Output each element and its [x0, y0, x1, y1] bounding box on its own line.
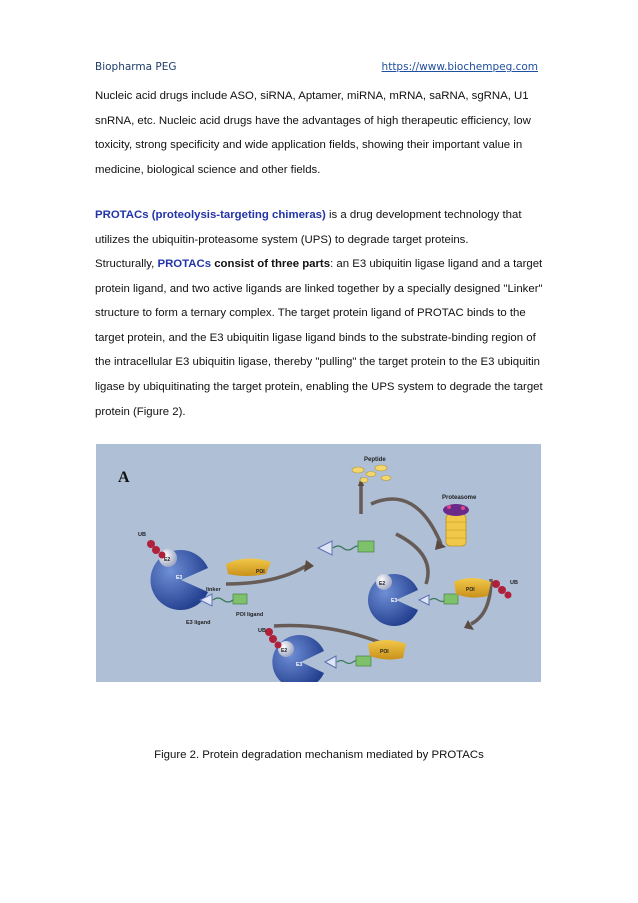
paragraph-nucleic-acid: Nucleic acid drugs include ASO, siRNA, Aptamer, miRNA, mRNA, saRNA, sgRNA, U1 snRNA, etc. Nucleic acid drugs have the advantages of high therapeutic efficiency, low toxicity, strong specificity and wide application fields, showing their important value in medicine, biological science and other fields.	[95, 90, 531, 176]
paragraph-protac-definition	[95, 203, 545, 252]
e3-label-left: E3	[176, 575, 183, 581]
three-parts-bold: consist of three parts	[211, 258, 331, 270]
paragraph-protac-structure	[95, 252, 545, 424]
protac-molecule-upper	[318, 541, 374, 555]
header-url-link[interactable]: https://www.biochempeg.com	[381, 61, 538, 73]
figure-caption: Figure 2. Protein degradation mechanism mediated by PROTACs	[154, 749, 484, 761]
structure-intro: Structurally,	[95, 258, 158, 270]
arrow-recycle	[371, 499, 441, 544]
poi-ligand-label: POI ligand	[236, 612, 264, 618]
protacs-link[interactable]: PROTACs	[157, 258, 212, 270]
poi-label-right: POI	[466, 587, 475, 593]
e3-label-right: E3	[391, 598, 398, 604]
proteasome-label: Proteasome	[442, 495, 477, 501]
protac-link[interactable]: PROTACs (proteolysis-targeting chimeras)	[95, 209, 326, 221]
ternary-complex-bottom	[265, 628, 406, 682]
header-company: Biopharma PEG	[95, 61, 177, 73]
peptide-fragments	[352, 465, 391, 483]
proteasome	[443, 504, 469, 546]
panel-label: A	[118, 469, 130, 486]
ub-label-bottom: UB	[258, 628, 266, 634]
e2-label-left: E2	[164, 557, 171, 563]
poi-label-bottom: POI	[380, 649, 389, 655]
linker-label: linker	[206, 587, 221, 593]
mechanism-diagram	[96, 444, 541, 682]
peptide-label: Peptide	[364, 457, 386, 463]
poi-label-left: POI	[256, 569, 265, 575]
ub-label-left: UB	[138, 532, 146, 538]
paragraph-protac-definition-text: is a drug development technology that utilizes the ubiquitin-proteasome system (UPS) to degrade target proteins.	[95, 209, 522, 246]
e3-label-bottom: E3	[296, 662, 303, 668]
protac-molecule-free	[200, 594, 247, 606]
e2-label-right: E2	[379, 581, 386, 587]
protac-mechanism-figure	[96, 444, 541, 682]
e2-label-bottom: E2	[281, 648, 288, 654]
structure-text: : an E3 ubiquitin ligase ligand and a target protein ligand, and two active ligands are linked together by a specially designed "Linker" structure to form a ternary complex. The target protein ligand of PROTAC binds to the target protein, and the E3 ubiquitin ligase ligand binds to the substrate-binding region of the intracellular E3 ubiquitin ligase, thereby "pulling" the target protein to the E3 ubiquitin ligase by ubiquitinating the target protein, enabling the UPS system to degrade the target protein (Figure 2).	[95, 258, 543, 418]
e3-ligand-label: E3 ligand	[186, 620, 211, 626]
ub-label-right: UB	[510, 580, 518, 586]
